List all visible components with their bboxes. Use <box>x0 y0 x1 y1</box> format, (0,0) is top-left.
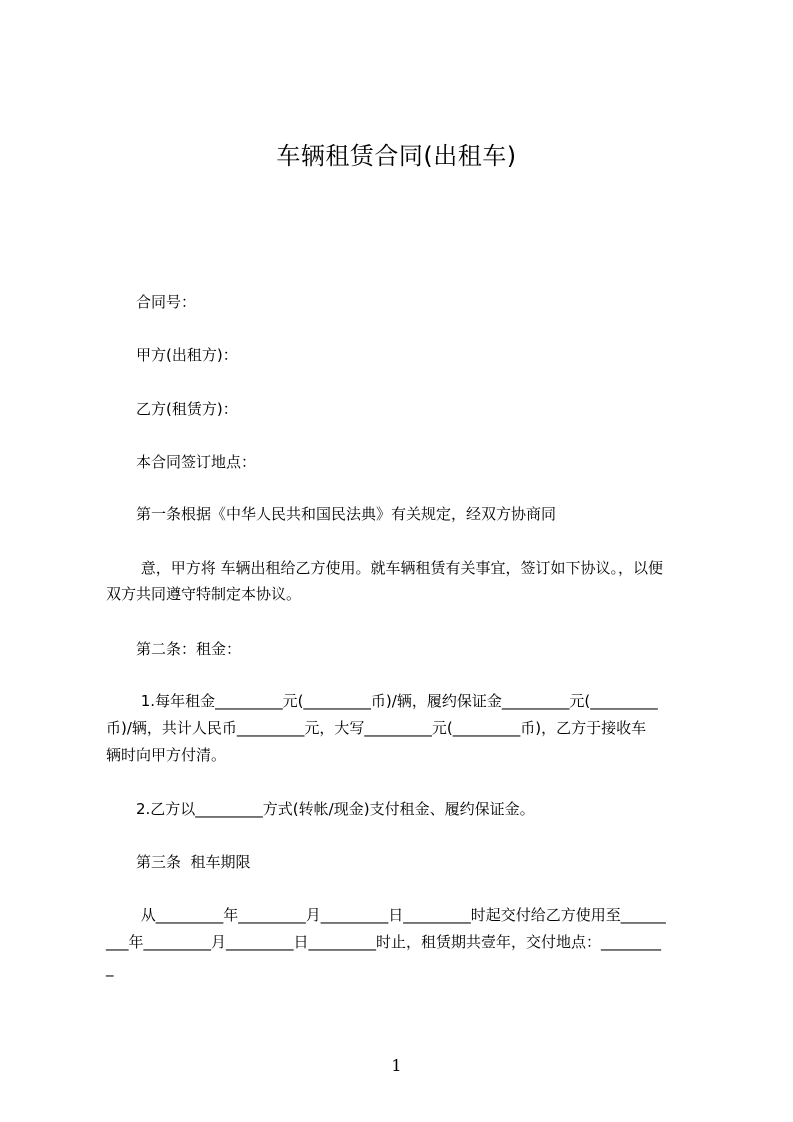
page-number: 1 <box>391 1056 402 1075</box>
contract-number-label: 合同号： <box>136 293 197 311</box>
article1-line2: 意，甲方将 车辆出租给乙方使用。就车辆租赁有关事宜，签订如下协议。，以便 <box>136 559 664 577</box>
article1-line1: 第一条根据《中华人民共和国民法典》有关规定，经双方协商同 <box>136 505 557 523</box>
article2-item2: 2.乙方以_________方式(转帐/现金)支付租金、履约保证金。 <box>136 800 535 818</box>
article3-line2: ___年_________月_________日_________时止，租赁期共壹年，交付地点：________ <box>106 933 662 951</box>
party-a-label: 甲方(出租方)： <box>136 346 238 364</box>
party-b-label: 乙方(租赁方)： <box>136 400 238 418</box>
article3-line3: _ <box>106 959 114 977</box>
signing-place-label: 本合同签订地点： <box>136 453 257 471</box>
page-title: 车辆租赁合同(出租车) <box>276 142 517 170</box>
article2-heading: 第二条：租金： <box>136 640 242 658</box>
article2-item1-line2: 币)/辆，共计人民币_________元，大写_________元(_________币)，乙方于接收车 <box>106 719 647 737</box>
article2-item1-line3: 辆时向甲方付清。 <box>106 746 227 764</box>
article1-line3: 双方共同遵守特制定本协议。 <box>106 585 302 603</box>
article3-line1: 从_________年_________月_________日_________时起交付给乙方使用至______ <box>136 906 666 924</box>
article3-heading: 第三条 租车期限 <box>136 853 251 871</box>
article2-item1-line1: 1.每年租金_________元(_________币)/辆，履约保证金_________元(_________ <box>136 692 658 710</box>
